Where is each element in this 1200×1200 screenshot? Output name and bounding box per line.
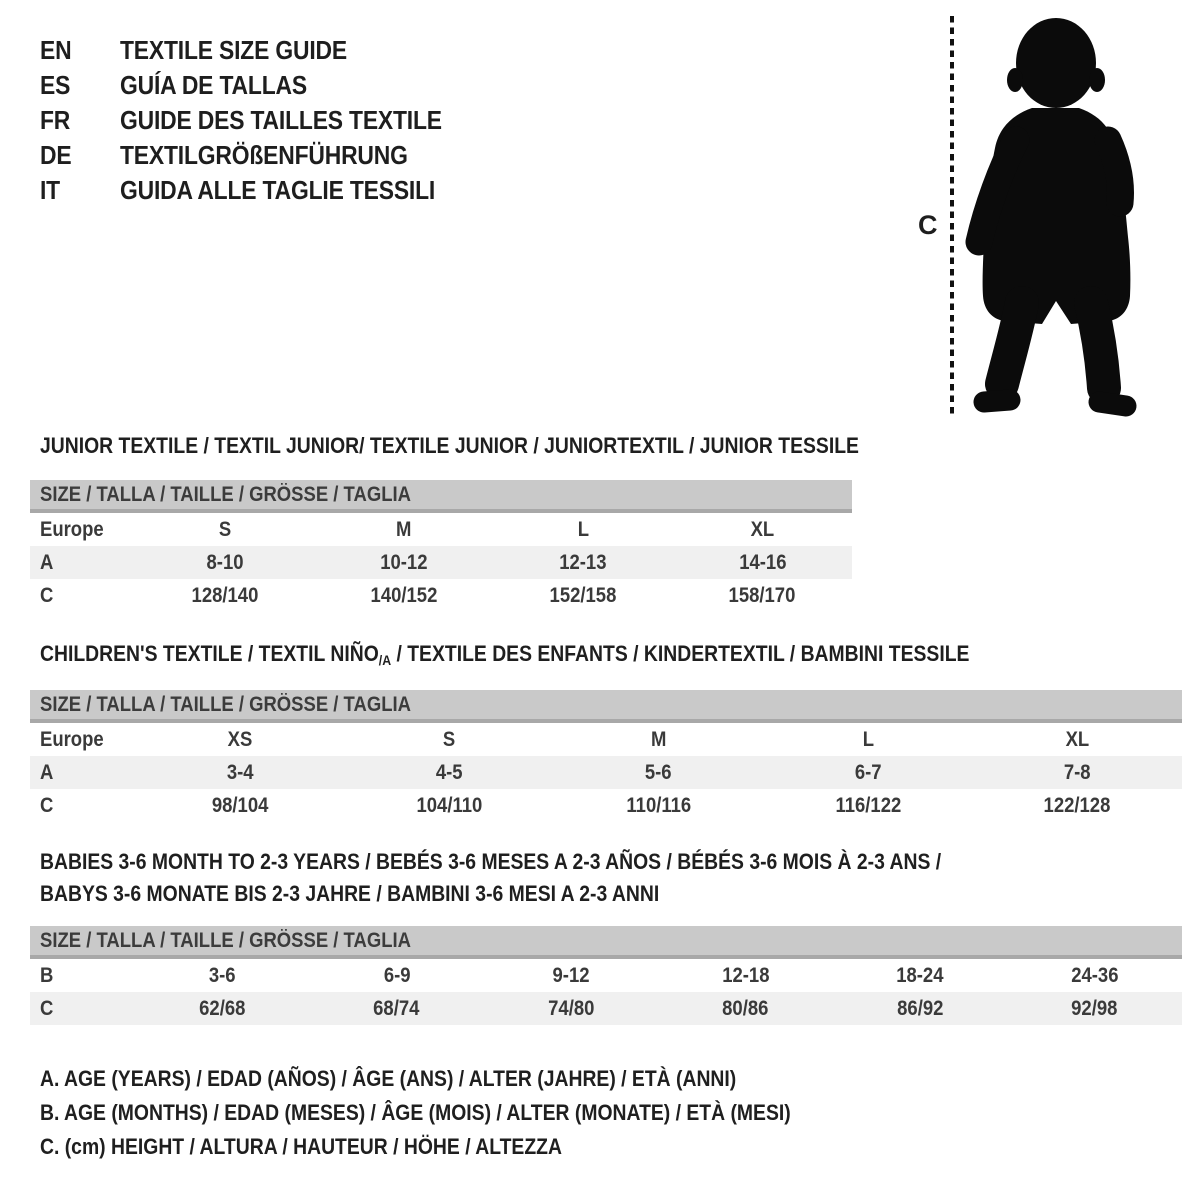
junior-row-age (30, 546, 852, 579)
row-label: Europe (40, 517, 104, 541)
children-heading-text: CHILDREN'S TEXTILE / TEXTIL NIÑO (40, 641, 379, 666)
language-code: EN (40, 35, 72, 65)
language-code: IT (40, 175, 60, 205)
row-label: B (40, 963, 54, 987)
guide-title-fr: GUIDE DES TAILLES TEXTILE (120, 105, 442, 135)
babies-section-heading (40, 846, 941, 910)
table-cell: L (577, 517, 589, 541)
table-cell: 80/86 (722, 996, 769, 1020)
table-cell: 8-10 (206, 550, 244, 574)
table-cell: 68/74 (373, 996, 420, 1020)
table-cell: XL (750, 517, 775, 541)
guide-title-it: GUIDA ALLE TAGLIE TESSILI (120, 175, 436, 205)
legend-line-c: C. (cm) HEIGHT / ALTURA / HAUTEUR / HÖHE / ALTEZZA (40, 1134, 562, 1159)
table-cell: 4-5 (435, 760, 463, 784)
children-size-header-bar (30, 690, 1182, 723)
table-cell: 86/92 (897, 996, 944, 1020)
guide-title-de: TEXTILGRÖßENFÜHRUNG (120, 140, 408, 170)
junior-size-header-bar (30, 480, 852, 513)
table-cell: 12-18 (722, 963, 770, 987)
junior-section-heading: JUNIOR TEXTILE / TEXTIL JUNIOR/ TEXTILE JUNIOR / JUNIORTEXTIL / JUNIOR TESSILE (40, 433, 859, 458)
language-code: ES (40, 70, 71, 100)
toddler-silhouette (979, 18, 1130, 406)
table-cell: 6-7 (854, 760, 882, 784)
table-cell: 152/158 (549, 583, 617, 607)
table-cell: 18-24 (896, 963, 944, 987)
table-cell: 158/170 (728, 583, 796, 607)
legend-line-a: A. AGE (YEARS) / EDAD (AÑOS) / ÂGE (ANS) / ALTER (JAHRE) / ETÀ (ANNI) (40, 1066, 737, 1091)
junior-row-europe (30, 513, 852, 546)
table-cell: 10-12 (380, 550, 428, 574)
table-cell: 3-4 (226, 760, 254, 784)
junior-row-height (30, 579, 852, 612)
language-row-fr (40, 103, 486, 138)
table-cell: 98/104 (211, 793, 268, 817)
language-code: FR (40, 105, 71, 135)
table-cell: 140/152 (370, 583, 438, 607)
table-cell: 6-9 (383, 963, 411, 987)
table-cell: 7-8 (1063, 760, 1091, 784)
table-cell: 5-6 (645, 760, 672, 784)
guide-title-es: GUÍA DE TALLAS (120, 70, 307, 100)
table-cell: 128/140 (191, 583, 259, 607)
children-row-age (30, 756, 1182, 789)
table-cell: XL (1065, 727, 1090, 751)
row-label: C (40, 996, 54, 1020)
table-cell: 104/110 (416, 793, 482, 817)
language-row-en (40, 33, 486, 68)
language-code: DE (40, 140, 72, 170)
table-cell: S (442, 727, 456, 751)
children-section-heading (40, 641, 969, 667)
children-row-europe (30, 723, 1182, 756)
children-row-height (30, 789, 1182, 822)
table-cell: 9-12 (552, 963, 590, 987)
table-cell: 110/116 (626, 793, 691, 817)
children-size-table (30, 690, 1182, 822)
babies-heading-line2: BABYS 3-6 MONATE BIS 2-3 JAHRE / BAMBINI 3-6 MESI A 2-3 ANNI (40, 881, 660, 906)
table-cell: 92/98 (1071, 996, 1118, 1020)
measure-legend (40, 1062, 791, 1164)
table-cell: 12-13 (559, 550, 607, 574)
babies-size-header-bar (30, 926, 1182, 959)
row-label: A (40, 760, 54, 784)
table-cell: 74/80 (548, 996, 595, 1020)
guide-title-en: TEXTILE SIZE GUIDE (120, 35, 347, 65)
row-label: A (40, 550, 54, 574)
language-row-it (40, 173, 486, 208)
table-cell: S (218, 517, 231, 541)
babies-row-height (30, 992, 1182, 1025)
language-row-es (40, 68, 486, 103)
legend-line-b: B. AGE (MONTHS) / EDAD (MESES) / ÂGE (MOIS) / ALTER (MONATE) / ETÀ (MESI) (40, 1100, 791, 1125)
table-cell: 122/128 (1043, 793, 1111, 817)
table-cell: XS (227, 727, 253, 751)
babies-row-age-months (30, 959, 1182, 992)
size-header-label: SIZE / TALLA / TAILLE / GRÖSSE / TAGLIA (40, 482, 411, 506)
row-label: C (40, 583, 54, 607)
row-label: C (40, 793, 54, 817)
table-cell: M (396, 517, 412, 541)
table-cell: 3-6 (208, 963, 236, 987)
table-cell: 116/122 (835, 793, 901, 817)
children-heading-subscript: /A (378, 652, 392, 668)
table-cell: L (862, 727, 874, 751)
row-label: Europe (40, 727, 104, 751)
table-cell: 24-36 (1071, 963, 1119, 987)
junior-size-table (30, 480, 852, 612)
babies-size-table (30, 926, 1182, 1025)
table-cell: 62/68 (199, 996, 246, 1020)
language-row-de (40, 138, 486, 173)
table-cell: M (650, 727, 667, 751)
table-cell: 14-16 (738, 550, 787, 574)
children-heading-text: / TEXTILE DES ENFANTS / KINDERTEXTIL / BAMBINI TESSILE (391, 641, 970, 666)
language-title-list (40, 33, 486, 208)
figure-height-label: C (918, 210, 938, 240)
size-header-label: SIZE / TALLA / TAILLE / GRÖSSE / TAGLIA (40, 928, 411, 952)
babies-heading-line1: BABIES 3-6 MONTH TO 2-3 YEARS / BEBÉS 3-6 MESES A 2-3 AÑOS / BÉBÉS 3-6 MOIS À 2-3 ANS / (40, 849, 942, 874)
size-header-label: SIZE / TALLA / TAILLE / GRÖSSE / TAGLIA (40, 692, 411, 716)
